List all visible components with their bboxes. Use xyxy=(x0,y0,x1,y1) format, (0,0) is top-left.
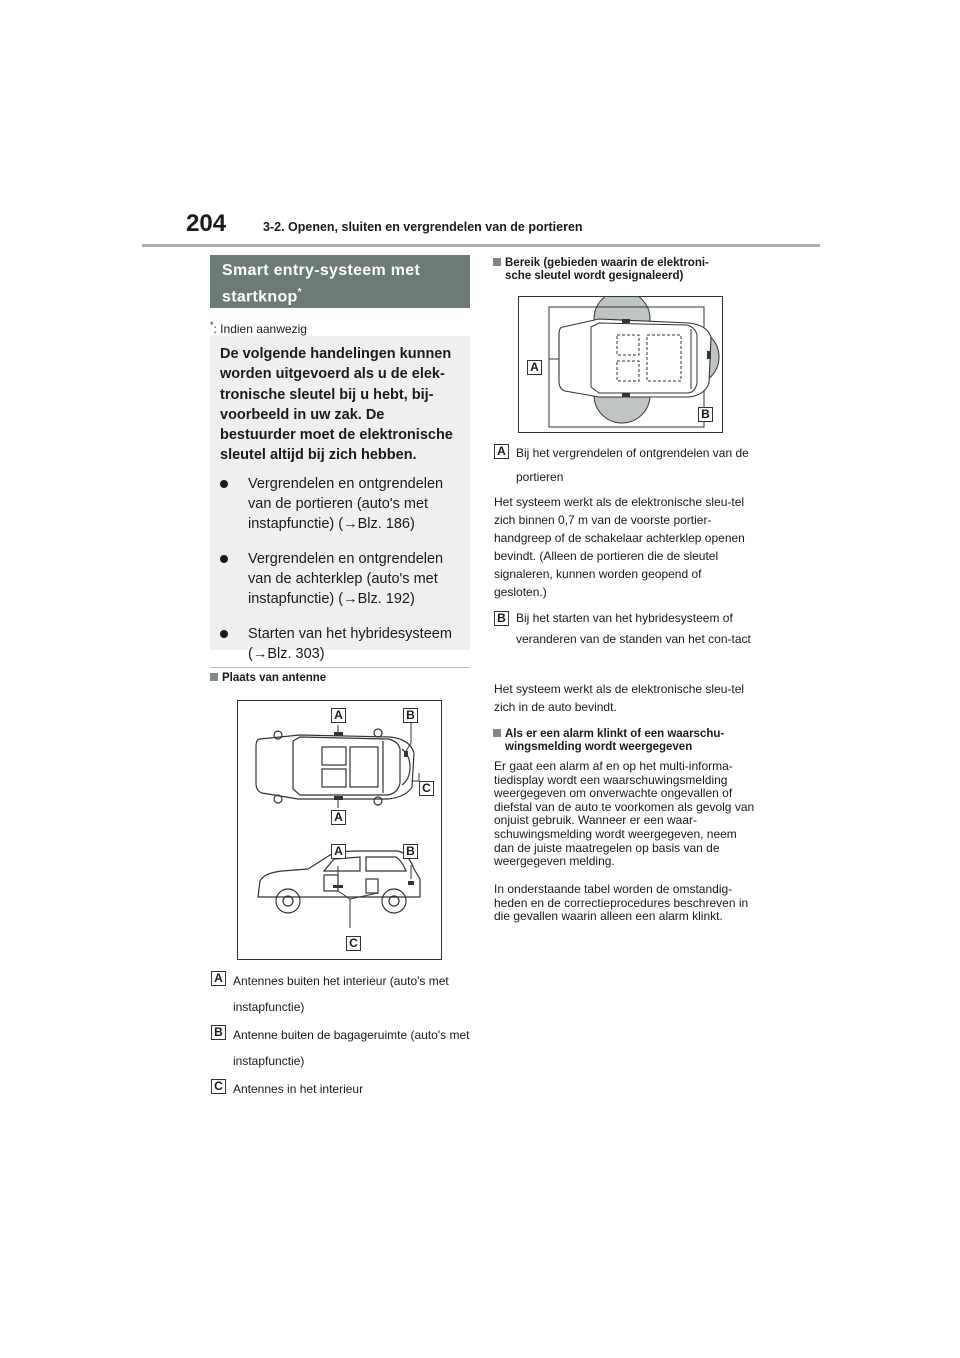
range-item-a-text: Bij het vergrendelen of ontgrendelen van de portieren xyxy=(516,446,749,484)
antenna-location-figure xyxy=(237,700,442,960)
smart-entry-title-line2: startknop xyxy=(222,288,298,306)
footnote-marker: * xyxy=(210,320,214,330)
antenna-legend-b xyxy=(211,1022,471,1074)
square-bullet-icon xyxy=(493,729,501,737)
alarm-heading: Als er een alarm klinkt of een waarschu- wingsmelding wordt weergegeven xyxy=(493,728,755,754)
alarm-body-2: In onderstaande tabel worden de omstandig-heden en de correctieprocedures beschreven in die gevallen waarin alleen een alarm klinkt. xyxy=(494,882,749,924)
square-bullet-icon xyxy=(210,673,218,681)
range-figure xyxy=(518,296,723,433)
range-label-b: B xyxy=(494,611,509,626)
range-item-a-body: Het systeem werkt als de elektronische sleu-tel zich binnen 0,7 m van de voorste portier-handgreep of de schakelaar achterklep openen bevindt. (Alleen de portieren die de sleutel signaleren, kunnen worden geopend of gesloten.) xyxy=(494,495,745,599)
figure-label-a: A xyxy=(331,708,346,723)
range-item-a xyxy=(494,441,756,489)
header-rule xyxy=(142,244,820,247)
figure-label-b: B xyxy=(403,708,418,723)
range-car-diagram xyxy=(519,297,722,432)
figure-label-b: B xyxy=(403,844,418,859)
section-title: 3-2. Openen, sluiten en vergrendelen van de portieren xyxy=(263,220,583,234)
antenna-legend-c xyxy=(211,1076,471,1102)
smart-entry-title-marker: * xyxy=(297,287,302,298)
figure-label-a: A xyxy=(331,810,346,825)
footnote xyxy=(210,320,307,336)
legend-text: Antennes in het interieur xyxy=(233,1082,364,1096)
footnote-text: : Indien aanwezig xyxy=(213,322,307,336)
square-bullet-icon xyxy=(493,258,501,266)
divider xyxy=(210,667,470,668)
legend-text: Antennes buiten het interieur (auto's met instapfunctie) xyxy=(233,974,449,1014)
antenna-legend-a xyxy=(211,968,471,1020)
info-intro: De volgende handelingen kunnen worden uitgevoerd als u de elek-tronische sleutel bij u hebt, bij-voorbeeld in uw zak. De bestuurder moet de elektronische sleutel altijd bij zich hebben. xyxy=(220,346,453,464)
range-item-b xyxy=(494,608,756,650)
antenna-car-diagram xyxy=(238,701,441,959)
smart-entry-title-line1: Smart entry-systeem met xyxy=(222,262,421,279)
legend-label-a: A xyxy=(211,971,226,986)
antenna-heading: Plaats van antenne xyxy=(210,672,326,685)
bullet-icon xyxy=(220,480,228,488)
legend-label-b: B xyxy=(211,1025,226,1040)
info-box xyxy=(210,336,470,662)
list-item: Vergrendelen en ontgrendelen van de portieren (auto's met instapfunctie) (→Blz. 186) xyxy=(220,474,460,535)
alarm-body-1: Er gaat een alarm af en op het multi-informa-tiedisplay wordt een waarschuwingsmelding weergegeven om onverwachte ongevallen of diefstal van de auto te voorkomen als gevolg van onjuist gebruik. Wanneer er een waar-schuwingsmelding wordt weergegeven, neem dan de juiste maatregelen op basis van de weergegeven melding. xyxy=(494,759,755,869)
smart-entry-title-box xyxy=(210,255,470,308)
range-label-a: A xyxy=(494,444,509,459)
bullet-icon xyxy=(220,555,228,563)
list-item: Starten van het hybridesysteem (→Blz. 303) xyxy=(220,624,460,665)
figure-label-b: B xyxy=(698,407,713,422)
legend-text: Antenne buiten de bagageruimte (auto's met instapfunctie) xyxy=(233,1028,470,1068)
page-number: 204 xyxy=(186,210,227,237)
bullet-icon xyxy=(220,630,228,638)
figure-label-c: C xyxy=(419,781,434,796)
figure-label-c: C xyxy=(346,936,361,951)
range-item-b-text: Bij het starten van het hybridesysteem of veranderen van de standen van het con-tact xyxy=(516,611,751,646)
figure-label-a: A xyxy=(331,844,346,859)
range-heading: Bereik (gebieden waarin de elektroni- sche sleutel wordt gesignaleerd) xyxy=(493,257,753,283)
legend-label-c: C xyxy=(211,1079,226,1094)
list-item: Vergrendelen en ontgrendelen van de achterklep (auto's met instapfunctie) (→Blz. 192) xyxy=(220,549,460,610)
range-item-b-body: Het systeem werkt als de elektronische sleu-tel zich in de auto bevindt. xyxy=(494,682,745,714)
info-list xyxy=(220,474,460,664)
figure-label-a: A xyxy=(527,360,542,375)
